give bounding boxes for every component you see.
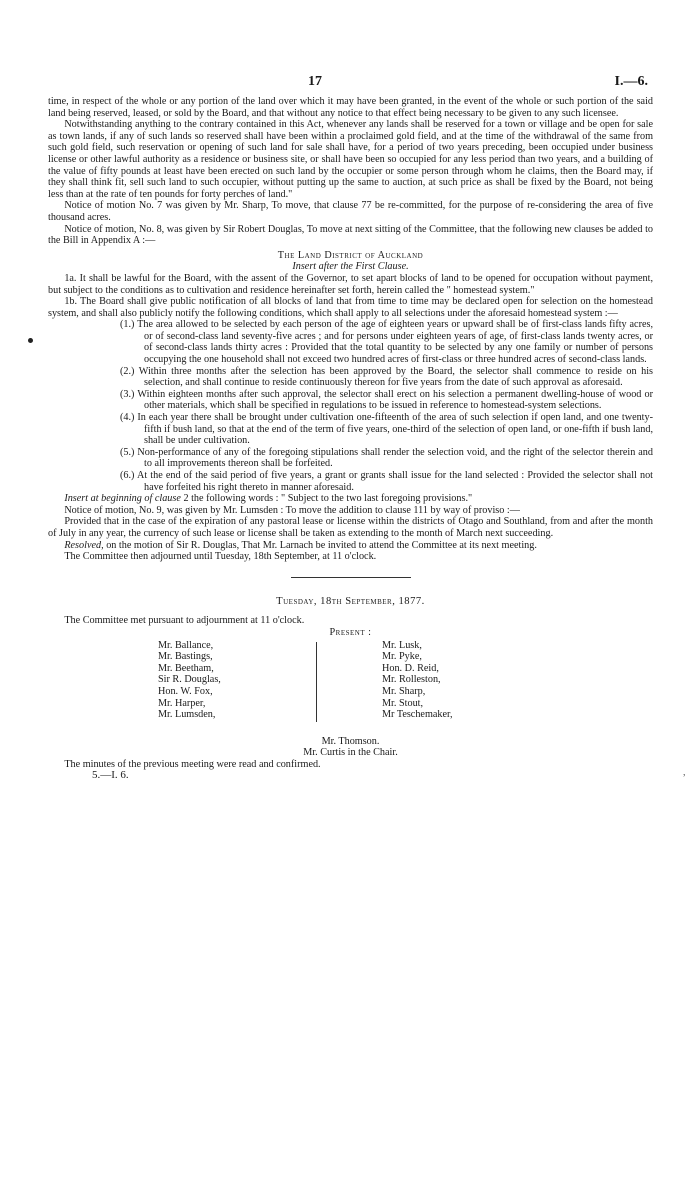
paragraph-clause-1b: 1b. The Board shall give public notification of all blocks of land that from time to time may be declared open for selection on the homestead system, and shall also publicly notify the following conditions, which shall apply to all selections under the aforesaid homestead system :— bbox=[48, 296, 653, 319]
insert-instruction: Insert at beginning of clause bbox=[64, 493, 181, 505]
page-number: 17 bbox=[308, 74, 322, 89]
member-name: Mr. Sharp, bbox=[382, 685, 426, 697]
member-name: Mr. Stout, bbox=[382, 697, 424, 709]
member-name: Mr. Beetham, bbox=[158, 662, 214, 674]
paragraph-proviso: Provided that in the case of the expiration of any pastoral lease or license within the districts of Otago and Southland, from and after the month of July in any year, the currency of such lease or license shall be taken as extending to the month of March next succeeding. bbox=[48, 516, 653, 539]
paragraph-adjourned: The Committee then adjourned until Tuesday, 18th September, at 11 o'clock. bbox=[64, 551, 377, 563]
member-name: Mr. Rolleston, bbox=[382, 674, 441, 686]
member-name: Mr. Harper, bbox=[158, 697, 206, 709]
member-name: Mr. Pyke, bbox=[382, 651, 422, 663]
section-divider bbox=[291, 577, 411, 578]
condition-item: (4.) In each year there shall be brought under cultivation one-fifteenth of the area of such selection if open land, and one twenty-fifth if bush land, so that at the end of the term of five years, one-third of the selection of open land, or one-fifth if bush land, shall be under cultivation. bbox=[120, 412, 653, 447]
paragraph-insert-clause-2 bbox=[48, 493, 653, 505]
section-heading: The Land District of Auckland bbox=[277, 249, 424, 261]
attendance-right-column bbox=[382, 640, 453, 721]
condition-item: (6.) At the end of the said period of five years, a grant or grants shall issue for the land selected : Provided the selector shall not have forfeited his right thereto in manner aforesaid. bbox=[120, 470, 653, 493]
conditions-list bbox=[120, 319, 653, 493]
member-name: Hon. D. Reid, bbox=[382, 662, 439, 674]
signature-mark: 5.—I. 6. bbox=[92, 769, 129, 782]
member-name: Mr. Lusk, bbox=[382, 639, 422, 651]
condition-item: (1.) The area allowed to be selected by each person of the age of eighteen years or upward shall be of first-class lands fifty acres, or of second-class land seventy-five acres ; and for persons under eighteen years of age, of first-class lands twenty acres, or of second-class lands thirty acres : Provided that the total quantity to be selected by any one family or number of persons occupying the one household shall not exceed two hundred acres of first-class or three hundred acres of second-class lands. bbox=[120, 319, 653, 366]
member-thomson: Mr. Thomson. bbox=[321, 735, 380, 747]
margin-bullet bbox=[28, 338, 33, 343]
member-name: Sir R. Douglas, bbox=[158, 674, 221, 686]
insert-text: 2 the following words : " Subject to the two last foregoing provisions." bbox=[180, 493, 473, 505]
condition-item: (3.) Within eighteen months after such approval, the selector shall erect on his selection a permanent dwelling-house of wood or other materials, which shall be specified in regulations to be issued in reference to homestead-system selections. bbox=[120, 388, 653, 412]
paragraph-resolution bbox=[48, 540, 653, 552]
column-divider bbox=[316, 642, 317, 722]
paragraph-town-lands: Notwithstanding anything to the contrary contained in this Act, whenever any lands shall be reserved for a town or village and be open for sale as town lands, if any of such lands so reserved shall have been within a proclaimed gold field, and at the time of the withdrawal of the same from such gold field, such reservation or opening of such land for sale shall have, for a period of two years preceding, been occupied under business license or other lawful authority as a residence or business site, or shall have been so occupied for any less period than two years, and a building of the value of fifty pounds at least have been erected on such land by the occupier or some person through whom he claims, then the Board may, if they shall think fit, sell such land to such occupier, without putting up the same to auction, at such price as shall be fixed by the Board, not being less than at the rate of ten pounds for forty perches of land." bbox=[48, 119, 653, 200]
section-subheading: Insert after the First Clause. bbox=[292, 261, 409, 273]
document-reference: I.—6. bbox=[614, 74, 648, 89]
meeting-date: Tuesday, 18th September, 1877. bbox=[276, 595, 425, 607]
condition-item: (2.) Within three months after the selection has been approved by the Board, the selector shall commence to reside on his selection, and shall continue to reside continuously thereon for five years from the date of such approval as aforesaid. bbox=[120, 365, 653, 389]
member-name: Hon. W. Fox, bbox=[158, 685, 213, 697]
present-label: Present : bbox=[329, 626, 372, 638]
paragraph-licensee: time, in respect of the whole or any portion of the land over which it may have been granted, in the event of the whole or such portion of the said land being reserved, leased, or sold by the Board, and that without any notice to that effect being necessary to be given to any such licensee. bbox=[48, 96, 653, 119]
minutes-confirmed: The minutes of the previous meeting were read and confirmed. bbox=[64, 758, 321, 770]
meeting-intro: The Committee met pursuant to adjournment at 11 o'clock. bbox=[64, 615, 305, 627]
paragraph-clause-1a: 1a. It shall be lawful for the Board, with the assent of the Governor, to set apart blocks of land to be opened for occupation without payment, but subject to the conditions as to cultivation and residence hereinafter set forth, herein called the " homestead system." bbox=[48, 272, 653, 296]
paragraph-motion-7: Notice of motion No. 7 was given by Mr. Sharp, To move, that clause 77 be re-committed, for the purpose of re-considering the area of five thousand acres. bbox=[48, 200, 653, 223]
paragraph-motion-8: Notice of motion, No. 8, was given by Sir Robert Douglas, To move at next sitting of the Committee, that the following new clauses be added to the Bill in Appendix A :— bbox=[48, 223, 653, 247]
condition-item: (5.) Non-performance of any of the foregoing stipulations shall render the selection void, and the right of the selector therein and to all improvements thereon shall be forfeited. bbox=[120, 446, 653, 470]
paragraph-motion-9: Notice of motion, No. 9, was given by Mr. Lumsden : To move the addition to clause 111 by way of proviso :— bbox=[64, 504, 520, 516]
member-name: Mr. Lumsden, bbox=[158, 709, 216, 721]
member-name: Mr. Ballance, bbox=[158, 639, 214, 651]
resolved-label: Resolved, bbox=[64, 539, 104, 551]
attendance-list bbox=[48, 640, 653, 736]
member-name: Mr Teschemaker, bbox=[382, 709, 453, 721]
margin-mark: , bbox=[683, 767, 686, 778]
chair-line: Mr. Curtis in the Chair. bbox=[303, 747, 398, 759]
attendance-left-column bbox=[158, 640, 221, 721]
resolution-text: on the motion of Sir R. Douglas, That Mr. Larnach be invited to attend the Committee at its next meeting. bbox=[103, 539, 537, 551]
member-name: Mr. Bastings, bbox=[158, 651, 213, 663]
document-body bbox=[48, 96, 653, 782]
